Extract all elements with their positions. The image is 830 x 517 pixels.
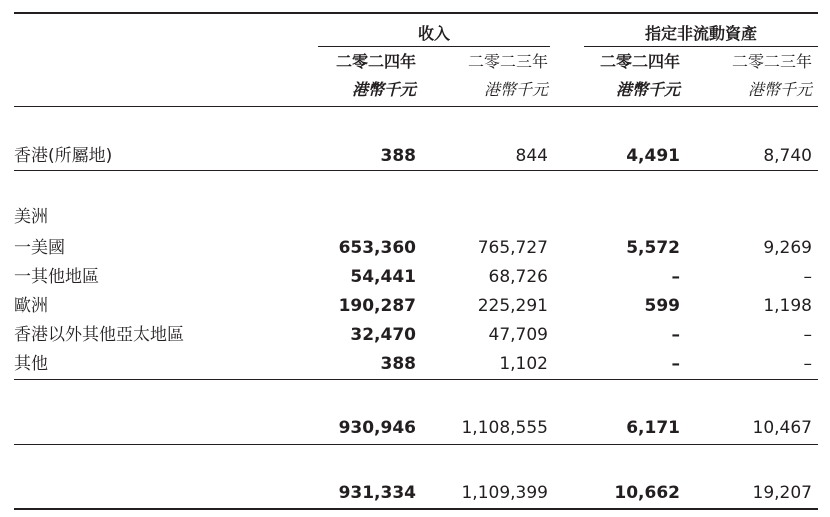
cell-europe-assets-2023: 1,198: [763, 296, 812, 316]
cell-total-assets-2023: 19,207: [752, 483, 812, 503]
others-bottom-rule: [14, 379, 818, 380]
cell-subtotal-rev-2024: 930,946: [338, 418, 416, 438]
cell-europe-rev-2024: 190,287: [338, 296, 416, 316]
row-label-hk: 香港(所屬地): [14, 146, 113, 166]
cell-hk-rev-2024: 388: [380, 146, 416, 166]
cell-others-assets-2023: –: [803, 354, 812, 374]
year-header-revenue-2024: 二零二四年: [335, 52, 416, 71]
year-header-revenue-2023: 二零二三年: [467, 52, 548, 71]
cell-usa-assets-2023: 9,269: [763, 238, 812, 258]
row-label-apac: 香港以外其他亞太地區: [14, 325, 184, 345]
assets-group-underline: [584, 46, 818, 47]
row-label-other-americas: 一其他地區: [14, 267, 99, 287]
unit-header-assets-2023: 港幣千元: [747, 80, 812, 99]
header-bottom-rule: [14, 106, 818, 107]
row-label-others: 其他: [14, 354, 48, 374]
cell-apac-assets-2023: –: [803, 325, 812, 345]
cell-other-am-rev-2024: 54,441: [350, 267, 416, 287]
cell-others-assets-2024: –: [671, 354, 680, 374]
cell-apac-rev-2024: 32,470: [350, 325, 416, 345]
cell-other-am-rev-2023: 68,726: [488, 267, 548, 287]
cell-total-rev-2024: 931,334: [338, 483, 416, 503]
assets-group-header: 指定非流動資產: [644, 24, 757, 43]
unit-header-revenue-2024: 港幣千元: [351, 80, 416, 99]
table-top-rule: [14, 12, 818, 14]
cell-total-rev-2023: 1,109,399: [461, 483, 548, 503]
cell-others-rev-2024: 388: [380, 354, 416, 374]
hk-bottom-rule: [14, 170, 818, 171]
cell-subtotal-assets-2023: 10,467: [752, 418, 812, 438]
row-label-americas: 美洲: [14, 207, 48, 227]
year-header-assets-2023: 二零二三年: [731, 52, 812, 71]
revenue-group-header: 收入: [417, 24, 450, 43]
unit-header-assets-2024: 港幣千元: [615, 80, 680, 99]
cell-other-am-assets-2024: –: [671, 267, 680, 287]
cell-hk-assets-2023: 8,740: [763, 146, 812, 166]
subtotal-bottom-rule: [14, 444, 818, 445]
cell-europe-rev-2023: 225,291: [477, 296, 548, 316]
unit-header-revenue-2023: 港幣千元: [483, 80, 548, 99]
revenue-group-underline: [318, 46, 550, 47]
year-header-assets-2024: 二零二四年: [599, 52, 680, 71]
cell-usa-assets-2024: 5,572: [626, 238, 680, 258]
cell-europe-assets-2024: 599: [644, 296, 680, 316]
cell-usa-rev-2024: 653,360: [338, 238, 416, 258]
cell-hk-assets-2024: 4,491: [626, 146, 680, 166]
table-bottom-rule: [14, 508, 818, 510]
cell-others-rev-2023: 1,102: [499, 354, 548, 374]
cell-subtotal-assets-2024: 6,171: [626, 418, 680, 438]
row-label-europe: 歐洲: [14, 296, 48, 316]
cell-apac-rev-2023: 47,709: [488, 325, 548, 345]
cell-other-am-assets-2023: –: [803, 267, 812, 287]
cell-apac-assets-2024: –: [671, 325, 680, 345]
cell-subtotal-rev-2023: 1,108,555: [461, 418, 548, 438]
cell-usa-rev-2023: 765,727: [477, 238, 548, 258]
cell-hk-rev-2023: 844: [515, 146, 548, 166]
row-label-usa: 一美國: [14, 238, 65, 258]
cell-total-assets-2024: 10,662: [614, 483, 680, 503]
